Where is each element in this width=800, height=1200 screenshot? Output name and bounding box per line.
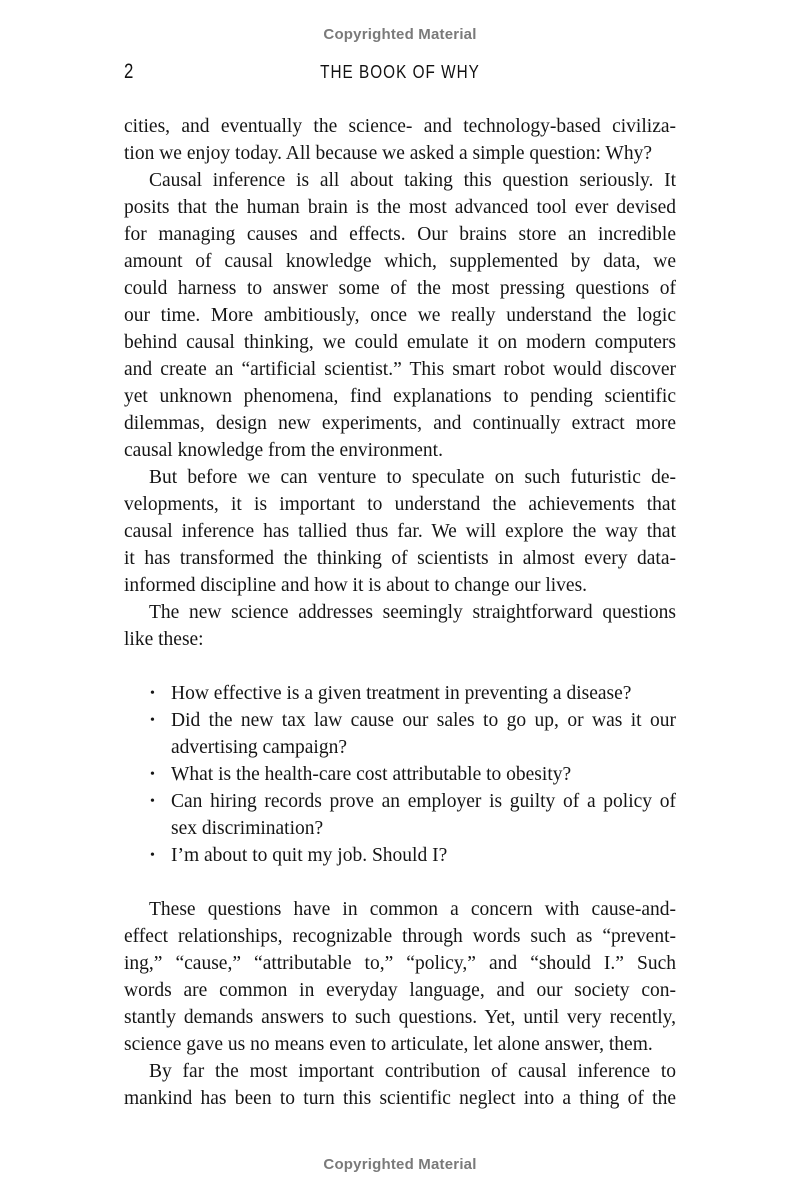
text-line: ing,” “cause,” “attributable to,” “policy,” and “should I.” Such [124,953,676,974]
list-item [124,761,676,788]
paragraph [124,1058,676,1112]
spacer [124,869,676,896]
bullet-icon: • [150,848,155,863]
bullet-icon: • [150,686,155,701]
paragraph [124,599,676,653]
text-line: informed discipline and how it is about to change our lives. [124,575,588,596]
text-line: By far the most important contribution of causal inference to [149,1061,676,1082]
text-line: our time. More ambitiously, once we really understand the logic [124,305,676,326]
bullet-icon: • [150,713,155,728]
paragraph [124,113,676,167]
body-text [124,113,676,1112]
list-item [124,788,676,842]
list-item-text: advertising campaign? [171,737,347,758]
text-line: amount of causal knowledge which, supplemented by data, we [124,251,676,272]
text-line: The new science addresses seemingly straightforward questions [149,602,676,623]
text-line: science gave us no means even to articulate, let alone answer, them. [124,1034,653,1055]
list-item-text: Did the new tax law cause our sales to go up, or was it our [171,710,676,731]
text-line: mankind has been to turn this scientific neglect into a thing of the [124,1088,676,1109]
text-line: behind causal thinking, we could emulate it on modern computers [124,332,676,353]
paragraph [124,167,676,464]
text-line: like these: [124,629,204,650]
copyright-watermark-top: Copyrighted Material [323,26,477,43]
text-line: dilemmas, design new experiments, and continually extract more [124,413,676,434]
list-item-text: What is the health-care cost attributable to obesity? [171,764,572,785]
text-line: These questions have in common a concern with cause-and- [149,899,676,920]
text-line: tion we enjoy today. All because we asked a simple question: Why? [124,143,652,164]
copyright-watermark-bottom: Copyrighted Material [323,1156,477,1173]
text-line: it has transformed the thinking of scientists in almost every data- [124,548,676,569]
list-item-text: I’m about to quit my job. Should I? [171,845,448,866]
list-item [124,707,676,761]
text-line: posits that the human brain is the most advanced tool ever devised [124,197,676,218]
paragraph [124,896,676,1058]
text-line: yet unknown phenomena, find explanations to pending scientific [124,386,676,407]
text-line: effect relationships, recognizable through words such as “prevent- [124,926,676,947]
text-line: cities, and eventually the science- and technology-based civiliza- [124,116,676,137]
text-line: could harness to answer some of the most pressing questions of [124,278,676,299]
book-title: THE BOOK OF WHY [320,62,480,82]
text-line: Causal inference is all about taking this question seriously. It [149,170,676,191]
text-line: stantly demands answers to such questions. Yet, until very recently, [124,1007,676,1028]
text-line: velopments, it is important to understand the achievements that [124,494,676,515]
text-line: and create an “artificial scientist.” This smart robot would discover [124,359,676,380]
text-line: causal knowledge from the environment. [124,440,443,461]
running-head [124,60,676,90]
list-item [124,842,676,869]
spacer [124,653,676,680]
text-line: words are common in everyday language, and our society con- [124,980,676,1001]
bullet-icon: • [150,767,155,782]
list-item [124,680,676,707]
page-number: 2 [124,60,134,83]
list-item-text: Can hiring records prove an employer is guilty of a policy of [171,791,676,812]
text-line: causal inference has tallied thus far. We will explore the way that [124,521,676,542]
paragraph [124,464,676,599]
list-item-text: sex discrimination? [171,818,324,839]
text-line: for managing causes and effects. Our brains store an incredible [124,224,676,245]
bullet-icon: • [150,794,155,809]
text-line: But before we can venture to speculate on such futuristic de- [149,467,676,488]
question-list [124,680,676,869]
list-item-text: How effective is a given treatment in preventing a disease? [171,683,632,704]
